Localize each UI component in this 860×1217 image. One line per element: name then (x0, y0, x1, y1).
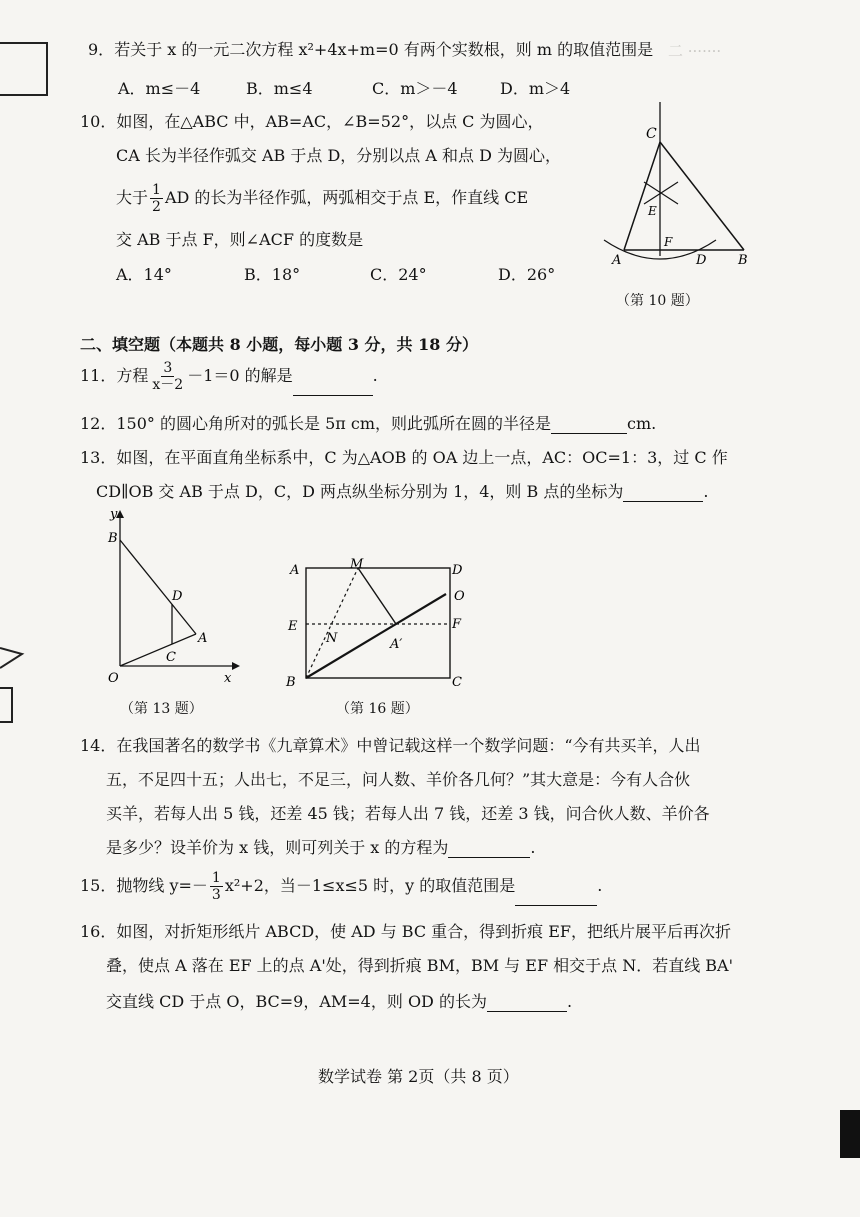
q12-text (80, 414, 656, 434)
q11-fraction (150, 360, 185, 393)
q11-text-b: －1＝0 的解是 (187, 366, 293, 385)
q10-text-3a: 大于 (116, 188, 149, 207)
label-a-prime: A′ (390, 637, 403, 652)
q14-line2: 五，不足四十五；人出七，不足三，问人数、羊价各几何？”其大意是：今有人合伙 (106, 770, 691, 789)
q11-answer-blank[interactable] (293, 379, 373, 396)
q12-number: 12． (80, 414, 117, 433)
q16-answer-blank[interactable] (487, 995, 567, 1012)
q13-end: . (703, 482, 709, 501)
q10-line3 (116, 180, 528, 216)
segment-ma (358, 568, 396, 624)
q13-text-1: 如图，在平面直角坐标系中，C 为△AOB 的 OA 边上一点，AC：OC=1：3，过 C 作 (116, 448, 728, 467)
q13-number: 13． (80, 448, 117, 467)
q13-figure (92, 506, 252, 692)
q10-fraction (150, 182, 163, 215)
label-c: C (166, 650, 176, 665)
q10-line2: CA 长为半径作弧交 AB 于点 D，分别以点 A 和点 D 为圆心， (116, 146, 562, 165)
label-y: y (110, 507, 118, 522)
q9-text (88, 40, 653, 60)
q11-text (80, 356, 378, 396)
q15-text-a: 抛物线 y=－ (116, 876, 208, 895)
q10-option-b: B．18° (244, 265, 301, 284)
q10-option-c: C．24° (370, 265, 427, 284)
q14-answer-blank[interactable] (448, 841, 530, 858)
q16-caption: （第 16 题） (336, 701, 419, 717)
corner-box-top-left (0, 42, 48, 96)
label-o: O (454, 589, 465, 604)
q10-text-3b: AD 的长为半径作弧，两弧相交于点 E，作直线 CE (164, 188, 529, 207)
q14-text-1: 在我国著名的数学书《九章算术》中曾记载这样一个数学问题：“今有共买羊，人出 (116, 736, 701, 755)
q16-figure (280, 556, 480, 692)
q11-frac-num: 3 (163, 360, 173, 376)
q9-option-b: B．m≤4 (246, 79, 313, 98)
q15-text (80, 866, 602, 906)
label-c: C (646, 126, 657, 142)
bleed-through-text: 二 ······· (668, 42, 722, 60)
label-d: D (172, 589, 183, 604)
rectangle-abcd (306, 568, 450, 678)
edge-ca (624, 142, 660, 250)
q14-line1 (80, 736, 701, 756)
label-e: E (648, 204, 657, 218)
q11-text-a: 方程 (116, 366, 149, 385)
q15-text-b: x²+2，当－1≤x≤5 时，y 的取值范围是 (224, 876, 516, 895)
q12-end: cm. (627, 414, 657, 433)
q15-frac-num: 1 (211, 870, 221, 886)
edge-mark-right (840, 1110, 860, 1158)
q15-fraction (210, 870, 223, 903)
q12-stem: 150° 的圆心角所对的弧长是 5π cm，则此弧所在圆的半径是 (116, 414, 552, 433)
q11-end: . (372, 366, 378, 385)
q10-line1 (80, 112, 543, 132)
q16-number: 16． (80, 922, 117, 941)
q15-number: 15． (80, 876, 117, 895)
q9-option-d: D．m＞4 (500, 79, 571, 98)
q14-line4 (106, 838, 536, 858)
q11-frac-den: x－2 (152, 377, 184, 393)
q16-text-3: 交直线 CD 于点 O，BC=9，AM=4，则 OD 的长为 (106, 992, 487, 1011)
q13-line2 (96, 482, 708, 502)
q10-option-a: A．14° (116, 265, 172, 284)
q14-line3: 买羊，若每人出 5 钱，还差 45 钱；若每人出 7 钱，还差 3 钱，问合伙人数、羊价各 (106, 804, 710, 823)
label-e: E (288, 619, 298, 634)
q16-text-1: 如图，对折矩形纸片 ABCD，使 AD 与 BC 重合，得到折痕 EF，把纸片展平后再次折 (116, 922, 732, 941)
segment-ba (120, 540, 196, 634)
label-b: B (738, 253, 748, 268)
label-d: D (696, 253, 707, 268)
edge-shape-left (0, 640, 40, 730)
q10-option-d: D．26° (498, 265, 556, 284)
q14-text-4: 是多少？设羊价为 x 钱，则可列关于 x 的方程为 (106, 838, 449, 857)
q10-line4: 交 AB 于点 F，则∠ACF 的度数是 (116, 230, 364, 249)
q9-option-a: A．m≤－4 (118, 79, 201, 98)
label-f: F (664, 235, 673, 249)
q9-option-c: C．m＞－4 (372, 79, 458, 98)
q10-frac-num: 1 (152, 182, 161, 198)
x-axis-arrow (232, 662, 240, 670)
label-d: D (452, 563, 463, 578)
q13-answer-blank[interactable] (623, 485, 703, 502)
q12-answer-blank[interactable] (551, 417, 627, 434)
q11-number: 11． (80, 366, 117, 385)
q13-caption: （第 13 题） (120, 701, 203, 717)
q10-figure (598, 100, 768, 272)
q14-number: 14． (80, 736, 117, 755)
q16-line2: 叠，使点 A 落在 EF 上的点 A'处，得到折痕 BM，BM 与 EF 相交于点 N．若直线 BA' (106, 956, 734, 975)
q10-text-1: 如图，在△ABC 中，AB=AC，∠B=52°，以点 C 为圆心， (116, 112, 544, 131)
label-c: C (452, 675, 462, 690)
label-a: A (198, 631, 208, 646)
q16-line3 (106, 992, 572, 1012)
page-footer: 数学试卷 第 2页（共 8 页） (318, 1067, 519, 1086)
label-a: A (290, 563, 300, 578)
edge-cb (660, 142, 744, 250)
q16-line1 (80, 922, 731, 942)
q10-caption: （第 10 题） (616, 293, 699, 309)
label-b: B (286, 675, 296, 690)
label-o: O (108, 671, 119, 686)
q9-stem: 若关于 x 的一元二次方程 x²+4x+m=0 有两个实数根，则 m 的取值范围是 (114, 40, 654, 59)
label-b: B (108, 531, 118, 546)
q14-end: . (530, 838, 536, 857)
label-n: N (326, 631, 338, 646)
q9-number: 9． (88, 40, 115, 59)
q15-end: . (597, 876, 603, 895)
label-m: M (350, 557, 364, 572)
q15-answer-blank[interactable] (515, 889, 597, 906)
q13-text-2: CD∥OB 交 AB 于点 D，C，D 两点纵坐标分别为 1，4，则 B 点的坐标为 (96, 482, 624, 501)
q10-number: 10． (80, 112, 117, 131)
q16-end: . (566, 992, 573, 1011)
label-a: A (612, 253, 622, 268)
q15-frac-den: 3 (211, 887, 221, 903)
label-x: x (224, 671, 232, 686)
label-f: F (452, 617, 462, 632)
q13-line1 (80, 448, 728, 468)
section-2-heading: 二、填空题（本题共 8 小题，每小题 3 分，共 18 分） (80, 335, 478, 354)
segment-oa (120, 634, 196, 666)
q10-frac-den: 2 (152, 199, 161, 215)
